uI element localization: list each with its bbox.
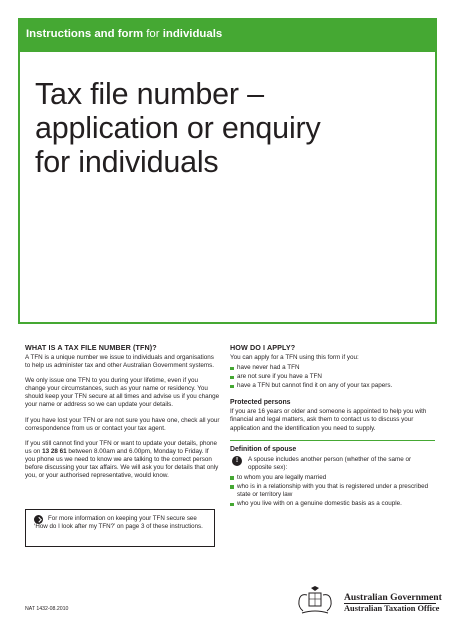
government-name: Australian Government <box>344 592 442 603</box>
band-bold-2: individuals <box>162 28 223 40</box>
right-column <box>230 343 435 509</box>
spouse-bullet: to whom you are legally married <box>230 474 435 482</box>
tfn-paragraph-4 <box>25 440 220 480</box>
apply-heading: HOW DO I APPLY? <box>230 343 296 352</box>
protected-heading: Protected persons <box>230 399 291 407</box>
tfn-heading: WHAT IS A TAX FILE NUMBER (TFN)? <box>25 343 157 352</box>
tfn-paragraph-3: If you have lost your TFN or are not sure you have one, check all your correspondence from us or contact your tax agent. <box>25 416 220 432</box>
spouse-bullet: who you live with on a genuine domestic basis as a couple. <box>230 500 435 508</box>
form-type-title <box>26 28 222 40</box>
info-text: For more information on keeping your TFN secure see ‘How do I look after my TFN?’ on page 3 of these instructions. <box>34 515 203 530</box>
header-band <box>18 18 437 52</box>
phone-number: 13 28 61 <box>42 447 67 455</box>
spouse-bullet: who is in a relationship with you that is registered under a prescribed state or territory law <box>230 483 435 499</box>
spouse-heading: Definition of spouse <box>230 445 297 453</box>
protected-text: If you are 16 years or older and someone is appointed to help you with financial and legal matters, ask them to contact us to discuss your application and the identification you need to supply. <box>230 408 427 432</box>
apply-bullet: have a TFN but cannot find it on any of your tax papers. <box>230 382 435 390</box>
info-box <box>25 509 215 547</box>
coat-of-arms-icon <box>294 585 336 617</box>
p4-before: If you still cannot find your TFN or want to update your details, phone us on <box>25 439 218 455</box>
spouse-definition <box>230 456 435 472</box>
p4-after: between 8.00am and 6.00pm, Monday to Friday. If you phone us we need to know we are talking to the correct person before discussing your tax affairs. We will ask you for details that only you, or your authorised representative, would know. <box>25 447 219 480</box>
spouse-intro: A spouse includes another person (whether of the same or opposite sex): <box>248 455 412 471</box>
tfn-paragraph-2: We only issue one TFN to you during your lifetime, even if you change your circumstances, such as your name or residency. You should keep your TFN secure at all times and advise us if you change your name or address so we can update your details. <box>25 377 220 409</box>
title-line-1: Tax file number – <box>35 77 264 111</box>
tfn-paragraph-1: A TFN is a unique number we issue to individuals and organisations to help us administer tax and other Australian Government systems. <box>25 354 214 370</box>
apply-intro: You can apply for a TFN using this form if you: <box>230 354 359 361</box>
form-code: NAT 1432-08.2010 <box>25 606 69 612</box>
title-box <box>18 52 437 324</box>
apply-bullet: are not sure if you have a TFN <box>230 373 435 381</box>
band-bold-1: Instructions and form <box>26 28 144 40</box>
title-line-3: for individuals <box>35 145 219 179</box>
left-column <box>25 343 220 487</box>
section-divider <box>230 440 435 441</box>
title-line-2: application or enquiry <box>35 111 321 145</box>
band-light: for <box>146 28 160 40</box>
apply-bullet: have never had a TFN <box>230 364 435 372</box>
office-name: Australian Taxation Office <box>344 604 440 613</box>
alert-icon: ! <box>232 456 242 466</box>
